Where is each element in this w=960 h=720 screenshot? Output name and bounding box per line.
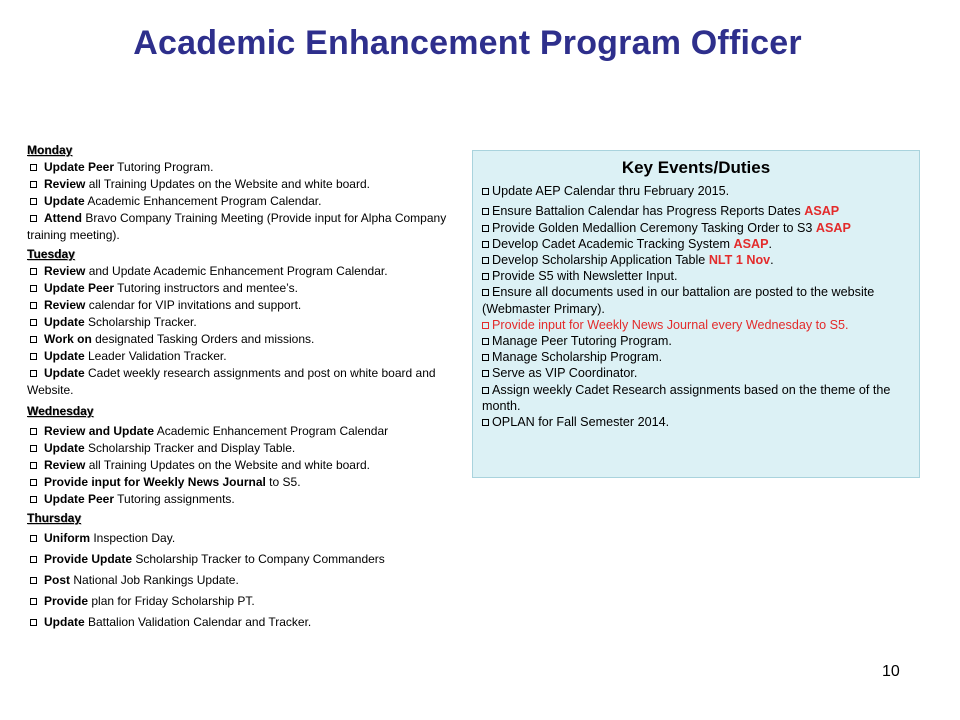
list-item: Update Peer Tutoring assignments. xyxy=(27,491,457,508)
checkbox-bullet-icon xyxy=(30,619,37,626)
checkbox-bullet-icon xyxy=(30,198,37,205)
key-event-item: Develop Scholarship Application Table NLT 1 Nov. xyxy=(482,252,910,268)
checkbox-bullet-icon xyxy=(482,370,489,377)
list-item: Post National Job Rankings Update. xyxy=(27,572,457,589)
list-item: Provide Update Scholarship Tracker to Company Commanders xyxy=(27,551,457,568)
list-item: Update Peer Tutoring Program. xyxy=(27,159,457,176)
key-event-item: Serve as VIP Coordinator. xyxy=(482,365,910,381)
checkbox-bullet-icon xyxy=(482,241,489,248)
checkbox-bullet-icon xyxy=(30,556,37,563)
checkbox-bullet-icon xyxy=(482,273,489,280)
key-event-item: OPLAN for Fall Semester 2014. xyxy=(482,414,910,430)
day-heading-wednesday: Wednesday xyxy=(27,404,94,418)
key-event-item: Ensure Battalion Calendar has Progress Reports Dates ASAP xyxy=(482,203,910,219)
priority-highlight: ASAP xyxy=(733,236,769,251)
checkbox-bullet-icon xyxy=(30,285,37,292)
list-item: Review calendar for VIP invitations and support. xyxy=(27,297,457,314)
list-item: Review and Update Academic Enhancement Program Calendar xyxy=(27,423,457,440)
checkbox-bullet-icon xyxy=(30,181,37,188)
priority-highlight: ASAP xyxy=(815,220,851,235)
list-item: Update Battalion Validation Calendar and Tracker. xyxy=(27,614,457,631)
checkbox-bullet-icon xyxy=(30,215,37,222)
checkbox-bullet-icon xyxy=(482,225,489,232)
checkbox-bullet-icon xyxy=(30,479,37,486)
checkbox-bullet-icon xyxy=(482,419,489,426)
list-item: Review and Update Academic Enhancement Program Calendar. xyxy=(27,263,457,280)
key-event-item: Update AEP Calendar thru February 2015. xyxy=(482,183,910,199)
key-event-item: Provide Golden Medallion Ceremony Tasking Order to S3 ASAP xyxy=(482,220,910,236)
key-event-item: Ensure all documents used in our battalion are posted to the website (Webmaster Primary). xyxy=(482,285,875,316)
key-event-item: Manage Scholarship Program. xyxy=(482,349,910,365)
list-item: Provide plan for Friday Scholarship PT. xyxy=(27,593,457,610)
checkbox-bullet-icon xyxy=(30,535,37,542)
day-heading-tuesday: Tuesday xyxy=(27,247,75,261)
page-number: 10 xyxy=(882,663,900,680)
key-event-item: Develop Cadet Academic Tracking System ASAP. xyxy=(482,236,910,252)
list-item: Update Academic Enhancement Program Calendar. xyxy=(27,193,457,210)
checkbox-bullet-icon xyxy=(30,164,37,171)
checkbox-bullet-icon xyxy=(30,598,37,605)
checkbox-bullet-icon xyxy=(30,353,37,360)
checkbox-bullet-icon xyxy=(30,496,37,503)
checkbox-bullet-icon xyxy=(30,577,37,584)
key-event-item: Provide S5 with Newsletter Input. xyxy=(482,268,910,284)
key-events-box xyxy=(472,150,920,478)
checkbox-bullet-icon xyxy=(482,289,489,296)
checkbox-bullet-icon xyxy=(30,428,37,435)
weekly-schedule xyxy=(27,140,457,631)
checkbox-bullet-icon xyxy=(482,188,489,195)
list-item: Update Scholarship Tracker and Display Table. xyxy=(27,440,457,457)
checkbox-bullet-icon xyxy=(30,445,37,452)
list-item: Work on designated Tasking Orders and missions. xyxy=(27,331,457,348)
list-item: Update Cadet weekly research assignments and post on white board and Website. xyxy=(27,366,436,397)
checkbox-bullet-icon xyxy=(482,257,489,264)
list-item: Uniform Inspection Day. xyxy=(27,530,457,547)
checkbox-bullet-icon xyxy=(482,387,489,394)
list-item: Provide input for Weekly News Journal to S5. xyxy=(27,474,457,491)
checkbox-bullet-icon xyxy=(30,302,37,309)
priority-highlight: ASAP xyxy=(804,204,840,219)
list-item: Update Leader Validation Tracker. xyxy=(27,348,457,365)
checkbox-bullet-icon xyxy=(30,319,37,326)
key-events-list xyxy=(482,183,910,430)
page-title: Academic Enhancement Program Officer xyxy=(133,24,802,62)
checkbox-bullet-icon xyxy=(30,268,37,275)
key-event-item: Provide input for Weekly News Journal every Wednesday to S5. xyxy=(482,317,910,333)
checkbox-bullet-icon xyxy=(482,208,489,215)
list-item: Update Scholarship Tracker. xyxy=(27,314,457,331)
checkbox-bullet-icon xyxy=(30,462,37,469)
checkbox-bullet-icon xyxy=(482,322,489,329)
list-item: Review all Training Updates on the Website and white board. xyxy=(27,176,457,193)
day-heading-monday: Monday xyxy=(27,143,73,157)
key-event-item: Assign weekly Cadet Research assignments based on the theme of the month. xyxy=(482,382,891,413)
checkbox-bullet-icon xyxy=(30,336,37,343)
list-item: Update Peer Tutoring instructors and mentee’s. xyxy=(27,280,457,297)
list-item: Review all Training Updates on the Website and white board. xyxy=(27,457,457,474)
checkbox-bullet-icon xyxy=(482,354,489,361)
key-events-heading: Key Events/Duties xyxy=(621,158,771,177)
key-event-item: Manage Peer Tutoring Program. xyxy=(482,333,910,349)
list-item: Attend Bravo Company Training Meeting (Provide input for Alpha Company training meeting). xyxy=(27,211,447,242)
day-heading-thursday: Thursday xyxy=(27,511,82,525)
checkbox-bullet-icon xyxy=(30,370,37,377)
priority-highlight: NLT 1 Nov xyxy=(708,253,771,268)
checkbox-bullet-icon xyxy=(482,338,489,345)
